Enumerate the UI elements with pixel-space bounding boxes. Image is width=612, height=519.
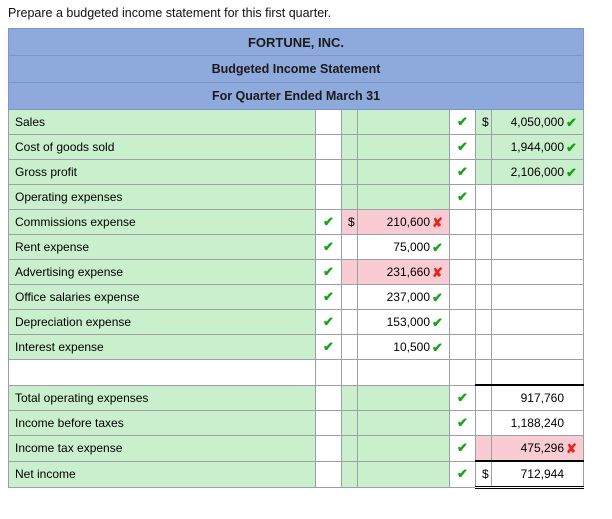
table-row <box>9 110 584 135</box>
correct-check-icon: ✔ <box>323 264 334 279</box>
header-row-title <box>9 56 584 83</box>
row-check-col1 <box>316 260 342 285</box>
currency-symbol-col1 <box>342 235 358 260</box>
amount-col2 <box>492 360 584 386</box>
row-label: Total operating expenses <box>9 385 316 411</box>
correct-check-icon: ✔ <box>323 339 334 354</box>
row-check-col1 <box>316 160 342 185</box>
row-check-col2 <box>450 436 476 462</box>
row-check-col2 <box>450 411 476 436</box>
table-row <box>9 436 584 462</box>
amount-col2 <box>492 235 584 260</box>
correct-check-icon: ✔ <box>323 289 334 304</box>
row-check-col2 <box>450 285 476 310</box>
correct-check-icon: ✔ <box>323 239 334 254</box>
currency-symbol-col2 <box>476 135 492 160</box>
row-check-col2 <box>450 360 476 386</box>
correct-check-icon: ✔ <box>457 114 468 129</box>
amount-col1 <box>358 360 450 386</box>
amount-col2 <box>492 210 584 235</box>
currency-symbol-col2 <box>476 210 492 235</box>
amount-col1: 231,660 ✘ <box>358 260 450 285</box>
row-check-col1 <box>316 210 342 235</box>
correct-check-icon: ✔ <box>457 440 468 456</box>
currency-symbol-col1: $ <box>342 210 358 235</box>
amount-col1: 153,000 ✔ <box>358 310 450 335</box>
table-row <box>9 210 584 235</box>
row-check-col1 <box>316 310 342 335</box>
row-check-col2 <box>450 335 476 360</box>
currency-symbol-col1 <box>342 285 358 310</box>
row-label: Advertising expense <box>9 260 316 285</box>
row-label: Sales <box>9 110 316 135</box>
row-check-col2 <box>450 135 476 160</box>
amount-col2: 917,760 <box>492 385 584 411</box>
row-check-col1 <box>316 135 342 160</box>
currency-symbol-col2 <box>476 235 492 260</box>
row-check-col1 <box>316 436 342 462</box>
incorrect-mark-icon: ✘ <box>432 214 443 230</box>
statement-period: For Quarter Ended March 31 <box>9 83 584 110</box>
table-row <box>9 335 584 360</box>
row-label: Depreciation expense <box>9 310 316 335</box>
currency-symbol-col2 <box>476 360 492 386</box>
correct-mark-icon: ✔ <box>566 164 577 180</box>
table-row <box>9 310 584 335</box>
amount-col2: 475,296 ✘ <box>492 436 584 462</box>
amount-col1: 237,000 ✔ <box>358 285 450 310</box>
table-row <box>9 461 584 488</box>
currency-symbol-col2 <box>476 160 492 185</box>
row-check-col1 <box>316 235 342 260</box>
table-row <box>9 411 584 436</box>
row-label: Office salaries expense <box>9 285 316 310</box>
correct-check-icon: ✔ <box>457 466 468 482</box>
amount-col1: 210,600 ✘ <box>358 210 450 235</box>
currency-symbol-col1 <box>342 310 358 335</box>
correct-check-icon: ✔ <box>323 314 334 329</box>
row-label: Interest expense <box>9 335 316 360</box>
row-label: Operating expenses <box>9 185 316 210</box>
row-check-col1 <box>316 411 342 436</box>
currency-symbol-col2 <box>476 310 492 335</box>
correct-mark-icon: ✔ <box>566 139 577 155</box>
row-check-col1 <box>316 285 342 310</box>
currency-symbol-col1 <box>342 110 358 135</box>
amount-col1 <box>358 110 450 135</box>
amount-col1 <box>358 436 450 462</box>
amount-col2 <box>492 260 584 285</box>
correct-check-icon: ✔ <box>457 389 468 405</box>
correct-mark-icon: ✔ <box>432 239 443 255</box>
amount-col2: 1,944,000 ✔ <box>492 135 584 160</box>
currency-symbol-col1 <box>342 411 358 436</box>
company-name: FORTUNE, INC. <box>9 29 584 56</box>
correct-mark-icon: ✔ <box>566 114 577 130</box>
table-row <box>9 260 584 285</box>
correct-check-icon: ✔ <box>457 164 468 179</box>
amount-col2: 1,188,240 <box>492 411 584 436</box>
row-check-col2 <box>450 210 476 235</box>
row-check-col1 <box>316 360 342 386</box>
currency-symbol-col1 <box>342 135 358 160</box>
budgeted-income-statement-table <box>8 28 584 489</box>
amount-col2 <box>492 335 584 360</box>
table-row <box>9 135 584 160</box>
amount-col2 <box>492 185 584 210</box>
currency-symbol-col2: $ <box>476 110 492 135</box>
amount-col1: 75,000 ✔ <box>358 235 450 260</box>
amount-col1 <box>358 461 450 488</box>
correct-mark-icon: ✔ <box>432 314 443 330</box>
table-row <box>9 285 584 310</box>
amount-col1 <box>358 185 450 210</box>
row-label <box>9 360 316 386</box>
header-row-company <box>9 29 584 56</box>
row-check-col2 <box>450 235 476 260</box>
correct-mark-icon: ✔ <box>432 289 443 305</box>
correct-check-icon: ✔ <box>457 415 468 430</box>
table-row <box>9 360 584 386</box>
table-row <box>9 160 584 185</box>
currency-symbol-col2 <box>476 411 492 436</box>
table-row <box>9 235 584 260</box>
row-check-col1 <box>316 335 342 360</box>
amount-col1 <box>358 135 450 160</box>
row-label: Cost of goods sold <box>9 135 316 160</box>
row-check-col2 <box>450 385 476 411</box>
currency-symbol-col1 <box>342 461 358 488</box>
amount-col1 <box>358 385 450 411</box>
correct-check-icon: ✔ <box>457 139 468 154</box>
row-check-col2 <box>450 185 476 210</box>
amount-col2: 2,106,000 ✔ <box>492 160 584 185</box>
amount-col2: 712,944 <box>492 461 584 488</box>
row-label: Commissions expense <box>9 210 316 235</box>
row-check-col2 <box>450 461 476 488</box>
currency-symbol-col1 <box>342 335 358 360</box>
amount-col2 <box>492 310 584 335</box>
row-check-col2 <box>450 160 476 185</box>
correct-check-icon: ✔ <box>457 189 468 204</box>
row-label: Rent expense <box>9 235 316 260</box>
table-row <box>9 185 584 210</box>
currency-symbol-col1 <box>342 260 358 285</box>
incorrect-mark-icon: ✘ <box>432 264 443 280</box>
instruction-text: Prepare a budgeted income statement for this first quarter. <box>8 6 332 20</box>
row-check-col2 <box>450 110 476 135</box>
amount-col1 <box>358 411 450 436</box>
row-label: Gross profit <box>9 160 316 185</box>
row-check-col1 <box>316 110 342 135</box>
currency-symbol-col1 <box>342 385 358 411</box>
row-check-col1 <box>316 185 342 210</box>
currency-symbol-col2 <box>476 285 492 310</box>
header-row-period <box>9 83 584 110</box>
currency-symbol-col2 <box>476 335 492 360</box>
currency-symbol-col2 <box>476 185 492 210</box>
currency-symbol-col2 <box>476 436 492 462</box>
currency-symbol-col1 <box>342 436 358 462</box>
row-label: Income before taxes <box>9 411 316 436</box>
currency-symbol-col1 <box>342 360 358 386</box>
correct-check-icon: ✔ <box>323 214 334 229</box>
amount-col2 <box>492 285 584 310</box>
correct-mark-icon: ✔ <box>432 339 443 355</box>
incorrect-mark-icon: ✘ <box>566 440 577 456</box>
statement-title: Budgeted Income Statement <box>9 56 584 83</box>
currency-symbol-col1 <box>342 160 358 185</box>
row-check-col1 <box>316 461 342 488</box>
amount-col1 <box>358 160 450 185</box>
currency-symbol-col2 <box>476 385 492 411</box>
amount-col1: 10,500 ✔ <box>358 335 450 360</box>
amount-col2: 4,050,000 ✔ <box>492 110 584 135</box>
statement-rows <box>9 110 584 488</box>
currency-symbol-col2: $ <box>476 461 492 488</box>
row-label: Net income <box>9 461 316 488</box>
table-body <box>9 29 584 110</box>
row-label: Income tax expense <box>9 436 316 462</box>
row-check-col2 <box>450 310 476 335</box>
currency-symbol-col2 <box>476 260 492 285</box>
row-check-col2 <box>450 260 476 285</box>
table-row <box>9 385 584 411</box>
row-check-col1 <box>316 385 342 411</box>
currency-symbol-col1 <box>342 185 358 210</box>
